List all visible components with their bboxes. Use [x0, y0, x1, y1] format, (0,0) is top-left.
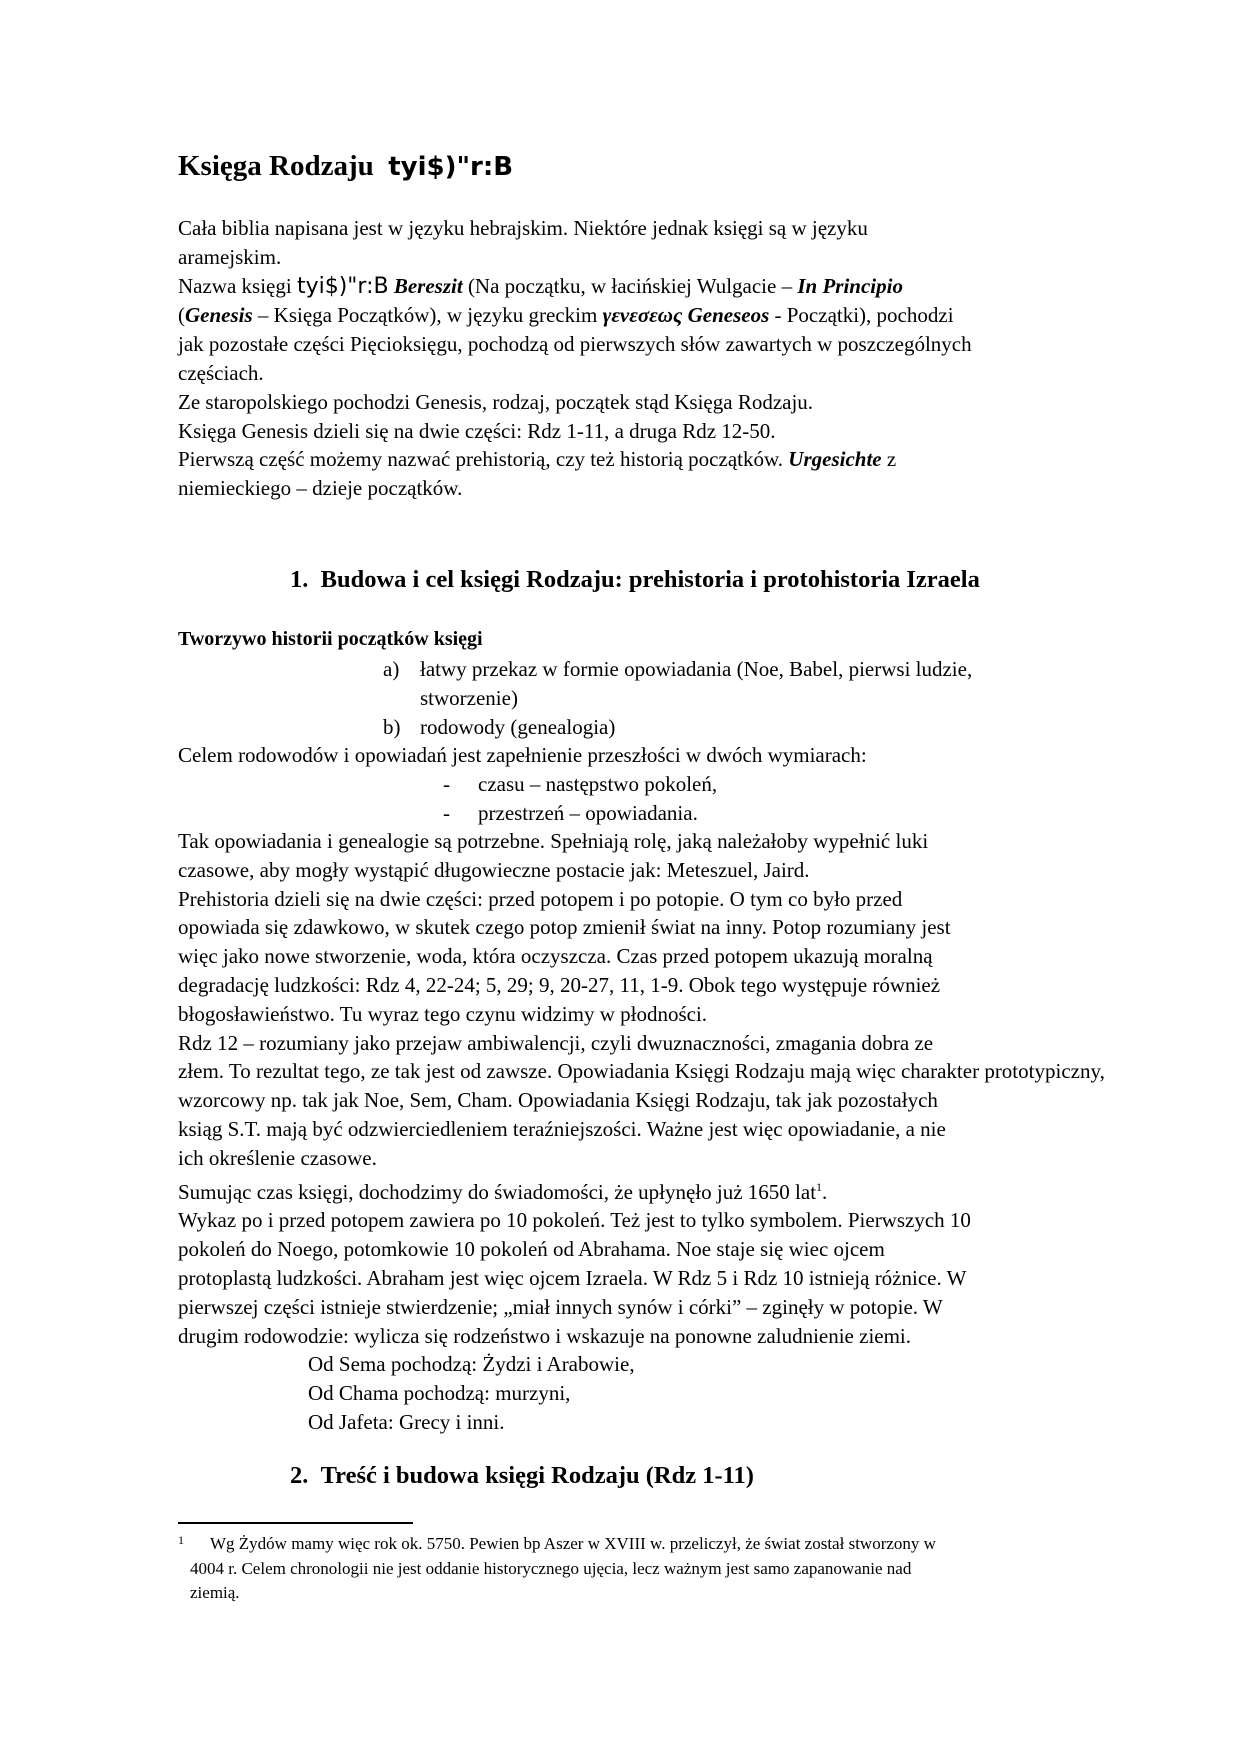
text-line: wzorcowy np. tak jak Noe, Sem, Cham. Opowiadania Księgi Rodzaju, tak jak pozostałych [178, 1088, 938, 1113]
text-line: błogosławieństwo. Tu wyraz tego czynu widzimy w płodności. [178, 1001, 708, 1026]
footnote-number: 1 [178, 1533, 184, 1547]
text-line: aramejskim. [178, 244, 282, 269]
emphasis: Urgesichte [788, 447, 882, 472]
text: - Początki), pochodzi [769, 303, 954, 328]
text: Pierwszą część możemy nazwać prehistorią, czy też historią początków. [178, 447, 789, 472]
text-line: Księga Genesis dzieli się na dwie części: Rdz 1-11, a druga Rdz 12-50. [178, 418, 776, 443]
text-line: Ze staropolskiego pochodzi Genesis, rodzaj, początek stąd Księga Rodzaju. [178, 389, 814, 414]
emphasis: Genesis [185, 303, 253, 328]
text: – Księga Początków), w języku greckim [252, 303, 603, 328]
hebrew-text: tyi$)"r:B [296, 273, 389, 299]
text-line: ksiąg S.T. mają być odzwierciedleniem teraźniejszości. Ważne jest więc opowiadanie, a nie [178, 1116, 946, 1141]
text-line: Sumując czas księgi, dochodzimy do świadomości, że upłynęło już 1650 lat$^1$. [178, 1179, 828, 1204]
section-title: Treść i budowa księgi Rodzaju (Rdz 1-11) [320, 1462, 754, 1489]
text-line: jak pozostałe części Pięcioksięgu, pochodzą od pierwszych słów zawartych w poszczególnych [178, 332, 972, 357]
text: (Na początku, w łacińskiej Wulgacie – [462, 273, 798, 298]
emphasis: In Principio [797, 273, 903, 298]
text-line: stworzenie) [420, 685, 518, 710]
text: Sumując czas księgi, dochodzimy do świadomości, że upłynęło już 1650 lat [178, 1179, 817, 1204]
text-line: pierwszej części istnieje stwierdzenie; „miał innych synów i córki” – zginęły w potopie. W [178, 1294, 943, 1319]
text: z [881, 447, 897, 472]
text-line: Rdz 12 – rozumiany jako przejaw ambiwalencji, czyli dwuznaczności, zmagania dobra ze [178, 1030, 934, 1055]
text-line: Wg Żydów mamy więc rok ok. 5750. Pewien bp Aszer w XVIII w. przeliczył, że świat został stworzony w [210, 1534, 936, 1553]
text-line: Od Chama pochodzą: murzyni, [308, 1381, 571, 1406]
list-item: przestrzeń – opowiadania. [478, 801, 698, 825]
text-line: złem. To rezultat tego, ze tak jest od zawsze. Opowiadania Księgi Rodzaju mają więc charakter prototypiczny, [178, 1059, 1105, 1084]
text-line: Od Jafeta: Grecy i inni. [308, 1409, 505, 1434]
text-line: 4004 r. Celem chronologii nie jest oddanie historycznego ujęcia, lecz ważnym jest samo zapanowanie nad [190, 1558, 912, 1578]
section-title: Budowa i cel księgi Rodzaju: prehistoria i protohistoria Izraela [320, 566, 980, 593]
text-line [178, 272, 972, 302]
text-line: pokoleń do Noego, potomkowie 10 pokoleń od Abrahama. Noe staje się wiec ojcem [178, 1237, 885, 1262]
body-paragraphs [178, 827, 1105, 1437]
footnote-reference[interactable]: 1 [816, 1179, 823, 1194]
intro-paragraph [178, 214, 972, 503]
section-heading-1 [290, 566, 980, 594]
text-line: Od Sema pochodzą: Żydzi i Arabowie, [308, 1352, 635, 1377]
text-line: degradację ludzkości: Rdz 4, 22-24; 5, 29; 9, 20-27, 11, 1-9. Obok tego występuje również [178, 972, 941, 997]
title-text: Księga Rodzaju [178, 150, 374, 182]
section-number: 2. [290, 1462, 309, 1489]
list-item: rodowody (genealogia) [420, 715, 616, 739]
text-line: Tak opowiadania i genealogie są potrzebne. Spełniają rolę, jaką należałoby wypełnić luki [178, 829, 929, 853]
text-line: Cała biblia napisana jest w języku hebrajskim. Niektóre jednak księgi są w języku [178, 216, 868, 240]
text: Nazwa księgi [178, 273, 297, 298]
text: ( [178, 303, 185, 328]
list-marker: b) [383, 715, 401, 739]
subheading: Tworzywo historii początków księgi [178, 628, 483, 650]
list-item: czasu – następstwo pokoleń, [478, 772, 718, 796]
text-line: opowiada się zdawkowo, w skutek czego potop zmienił świat na inny. Potop rozumiany jest [178, 915, 951, 940]
emphasis: Bereszit [393, 273, 463, 298]
text-line: czasowe, aby mogły wystąpić długowieczne postacie jak: Meteszuel, Jaird. [178, 857, 810, 882]
list-marker: a) [383, 657, 400, 681]
list-item [420, 655, 972, 713]
section-number: 1. [290, 566, 309, 593]
text-line: więc jako nowe stworzenie, woda, która oczyszcza. Czas przed potopem ukazują moralną [178, 944, 933, 969]
text-line: protoplastą ludzkości. Abraham jest więc ojcem Izraela. W Rdz 5 i Rdz 10 istnieją różnice. W [178, 1265, 967, 1290]
text-line: łatwy przekaz w formie opowiadania (Noe, Babel, pierwsi ludzie, [420, 657, 973, 681]
emphasis: γενεσεως Geneseos [602, 303, 770, 328]
text-line [178, 445, 972, 474]
footnote-separator [178, 1522, 413, 1524]
text-line: Prehistoria dzieli się na dwie części: przed potopem i po potopie. O tym co było przed [178, 886, 903, 911]
text-line [178, 301, 972, 330]
title-hebrew: tyi$)"r:B [388, 152, 514, 182]
text-line: niemieckiego – dzieje początków. [178, 476, 463, 501]
text-line: Celem rodowodów i opowiadań jest zapełnienie przeszłości w dwóch wymiarach: [178, 743, 867, 767]
list-marker: - [443, 772, 450, 796]
document-title [178, 150, 513, 183]
footnote [178, 1532, 936, 1606]
text-line: Wykaz po i przed potopem zawiera po 10 pokoleń. Też jest to tylko symbolem. Pierwszych 10 [178, 1208, 971, 1233]
text-line: drugim rodowodzie: wylicza się rodzeństwo i wskazuje na ponowne zaludnienie ziemi. [178, 1323, 912, 1348]
text-line: częściach. [178, 360, 264, 385]
text-line: ich określenie czasowe. [178, 1145, 377, 1170]
section-heading-2 [290, 1462, 754, 1490]
text-line: ziemią. [190, 1583, 240, 1602]
list-marker: - [443, 801, 450, 825]
